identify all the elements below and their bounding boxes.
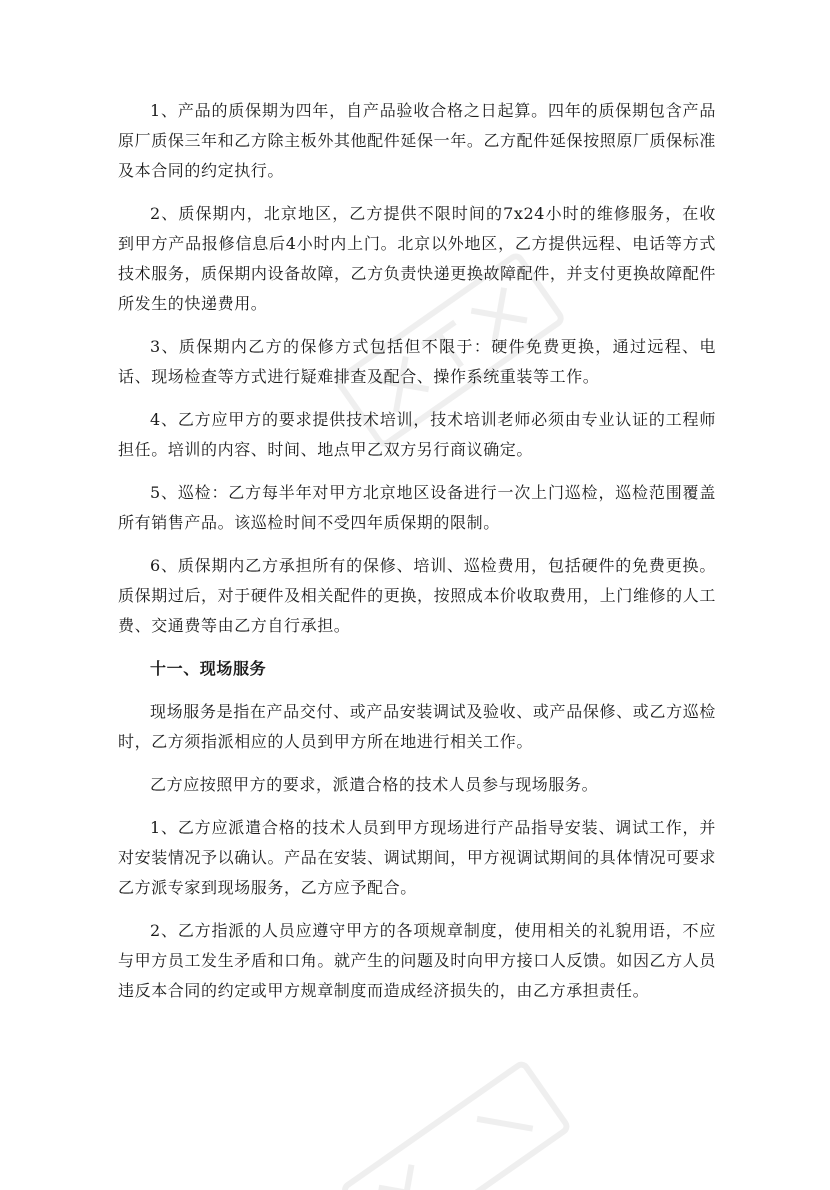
onsite-service-requirement: 乙方应按照甲方的要求，派遣合格的技术人员参与现场服务。 (150, 775, 599, 794)
clause-2-repair-service: 2、质保期内，北京地区，乙方提供不限时间的7x24小时的维修服务，在收到甲方产品报修信息后4小时内上门。北京以外地区，乙方提供远程、电话等方式技术服务，质保期内设备故障，乙方负责快递更换故障配件，并支付更换故障配件所发生的快递费用。 (118, 204, 716, 313)
onsite-clause-1: 1、乙方应派遣合格的技术人员到甲方现场进行产品指导安装、调试工作，并对安装情况予以确认。产品在安装、调试期间，甲方视调试期间的具体情况可要求乙方派专家到现场服务，乙方应予配合。 (118, 818, 716, 897)
clause-6-costs: 6、质保期内乙方承担所有的保修、培训、巡检费用，包括硬件的免费更换。质保期过后，对于硬件及相关配件的更换，按照成本价收取费用，上门维修的人工费、交通费等由乙方自行承担。 (118, 556, 716, 635)
onsite-service-definition: 现场服务是指在产品交付、或产品安装调试及验收、或产品保修、或乙方巡检时，乙方须指派相应的人员到甲方所在地进行相关工作。 (118, 702, 716, 751)
clause-3-warranty-methods: 3、质保期内乙方的保修方式包括但不限于：硬件免费更换，通过远程、电话、现场检查等方式进行疑难排查及配合、操作系统重装等工作。 (118, 337, 716, 386)
clause-4-training: 4、乙方应甲方的要求提供技术培训，技术培训老师必须由专业认证的工程师担任。培训的内容、时间、地点甲乙双方另行商议确定。 (118, 410, 716, 459)
clause-1-warranty-period: 1、产品的质保期为四年，自产品验收合格之日起算。四年的质保期包含产品原厂质保三年和乙方除主板外其他配件延保一年。乙方配件延保按照原厂质保标准及本合同的约定执行。 (118, 101, 716, 180)
onsite-clause-2: 2、乙方指派的人员应遵守甲方的各项规章制度，使用相关的礼貌用语，不应与甲方员工发生矛盾和口角。就产生的问题及时向甲方接口人反馈。如因乙方人员违反本合同的约定或甲方规章制度而造成经济损失的，由乙方承担责任。 (118, 921, 716, 1000)
clause-5-inspection: 5、巡检：乙方每半年对甲方北京地区设备进行一次上门巡检，巡检范围覆盖所有销售产品。该巡检时间不受四年质保期的限制。 (118, 483, 716, 532)
section-heading: 十一、现场服务 (150, 659, 267, 678)
watermark-stamp-bottom-icon (300, 1030, 600, 1190)
document-body (118, 96, 716, 1019)
